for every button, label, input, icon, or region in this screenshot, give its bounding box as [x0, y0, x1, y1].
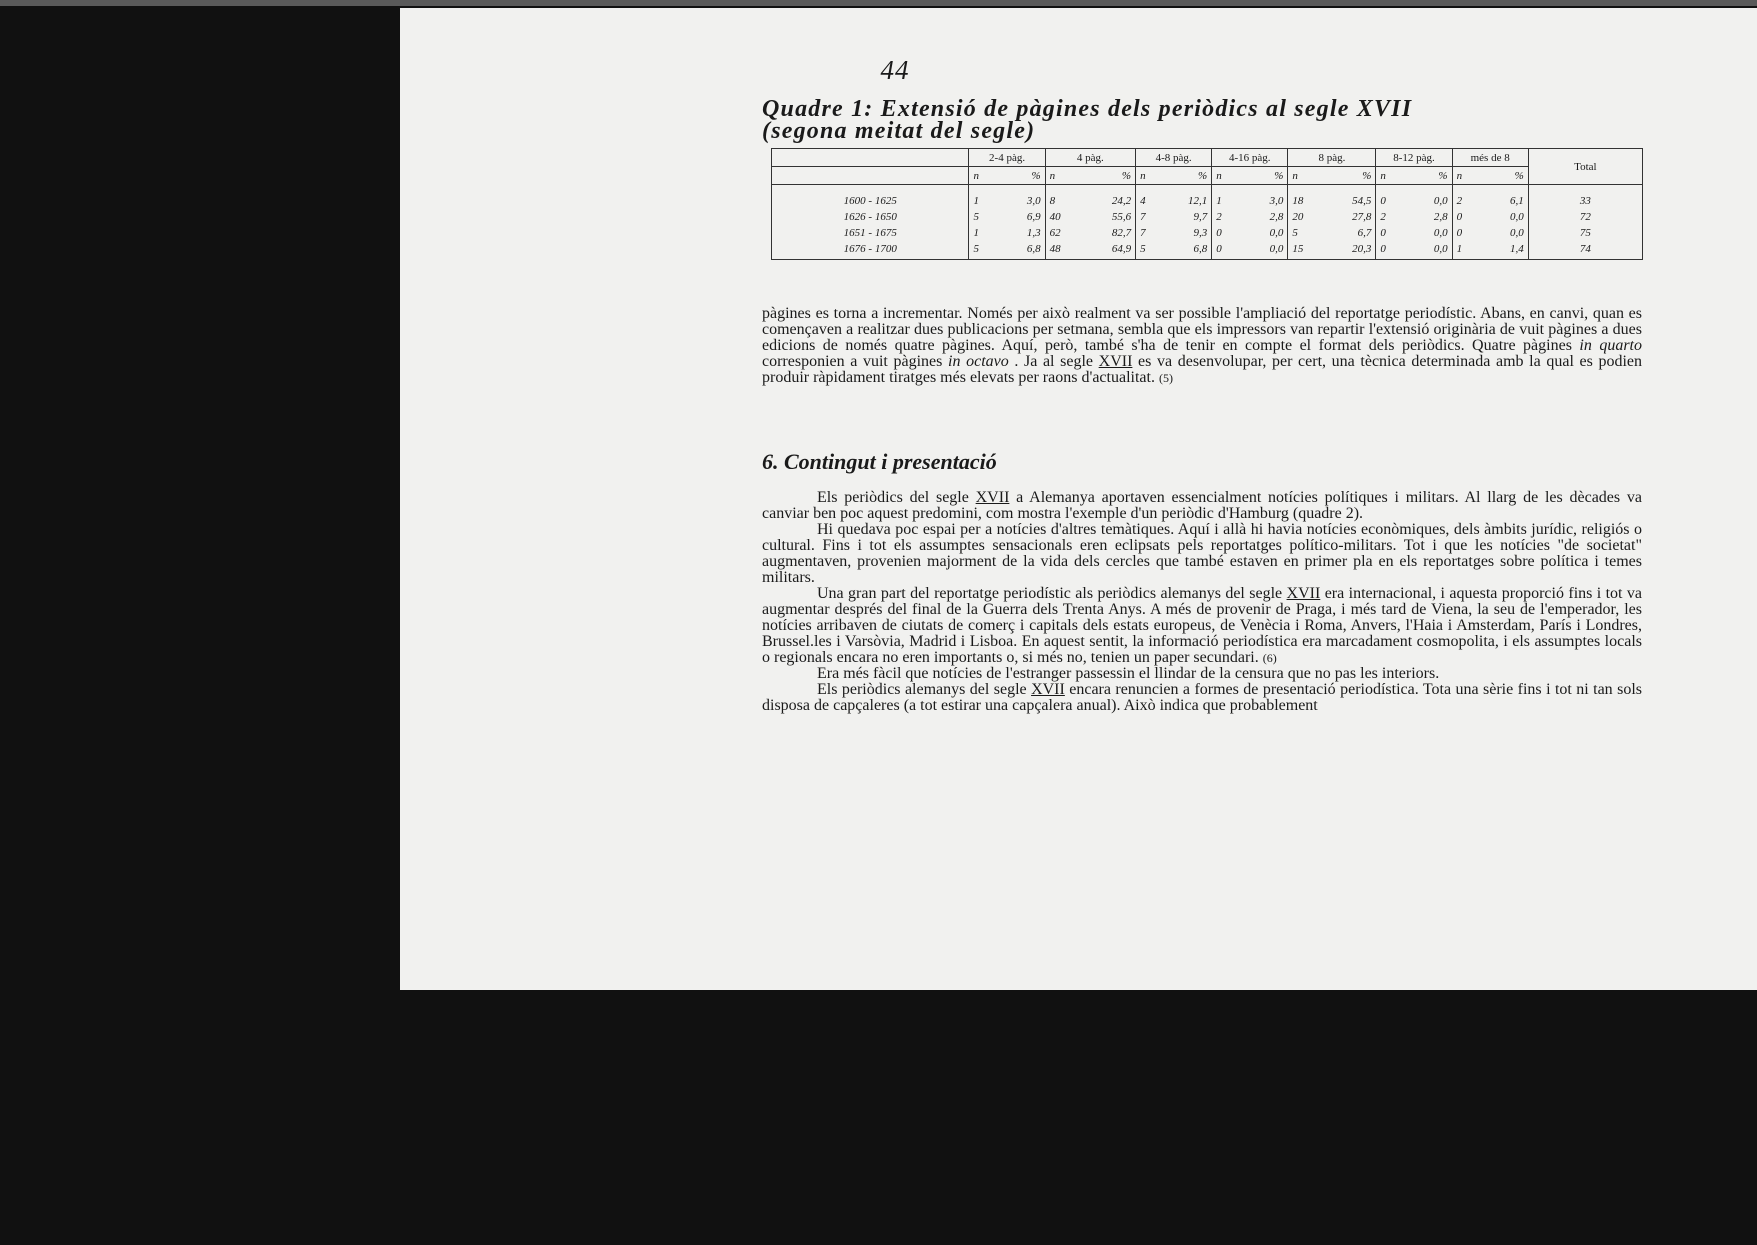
cell-n: 1 [1452, 241, 1478, 260]
cell-percent: 54,5 [1326, 185, 1376, 210]
row-period: 1626 - 1650 [772, 209, 969, 225]
cell-n: 5 [969, 241, 995, 260]
paragraph-text: es va desenvolupar, per cert, una tècnica determinada amb la qual es podien produir ràpidament tiratges més elevats per raons d'actualitat. [762, 353, 1643, 386]
paragraph-text: Els periòdics alemanys del segle [817, 681, 1032, 698]
cell-n: 0 [1212, 241, 1238, 260]
subheader-n: n [1212, 167, 1238, 185]
section-body [762, 490, 1642, 714]
subheader-n: n [1136, 167, 1162, 185]
cell-percent: 0,0 [1402, 225, 1452, 241]
italic-term: in quarto [1579, 337, 1642, 354]
cell-percent: 55,6 [1086, 209, 1136, 225]
cell-percent: 0,0 [1478, 209, 1528, 225]
table-header-group: 2-4 pàg. [969, 149, 1045, 167]
cell-n: 15 [1288, 241, 1326, 260]
table-title: Quadre 1: Extensió de pàgines dels periòdics al segle XVII (segona meitat del segle) [762, 96, 1413, 144]
table-header-group: 8-12 pàg. [1376, 149, 1452, 167]
cell-percent: 6,9 [995, 209, 1045, 225]
footnote-ref: (6) [1262, 651, 1277, 665]
paragraph: Hi quedava poc espai per a notícies d'altres temàtiques. Aquí i allà hi havia notícies econòmiques, dels àmbits jurídic, religiós o cultural. Fins i tot els assumptes sensacionals eren eclipsats pels reportatges político-militars. Tot i que les notícies "de societat" augmentaven, provenien majorment de la vida dels cercles que també estaven en primer pla en els reportatges sobre política i temes militars. [762, 521, 1642, 586]
paragraph-text: pàgines es torna a incrementar. Només per això realment va ser possible l'ampliació del reportatge periodístic. Abans, en canvi, quan es començaven a realitzar dues publicacions per setmana, sembla que els impressors van repartir l'extensió originària de vuit pàgines a dues edicions de només quatre pàgines. Aquí, però, també s'ha de tenir en compte el format dels periòdics. Quatre pàgines [762, 305, 1642, 354]
subheader-percent: % [995, 167, 1045, 185]
cell-percent: 82,7 [1086, 225, 1136, 241]
paragraph [762, 490, 1642, 522]
cell-n: 5 [969, 209, 995, 225]
cell-total: 33 [1528, 185, 1642, 210]
cell-total: 75 [1528, 225, 1642, 241]
subheader-percent: % [1478, 167, 1528, 185]
table-subheader-row [772, 167, 1643, 185]
cell-percent: 64,9 [1086, 241, 1136, 260]
cell-percent: 27,8 [1326, 209, 1376, 225]
cell-percent: 6,8 [995, 241, 1045, 260]
cell-percent: 1,3 [995, 225, 1045, 241]
paragraph-page-extent [762, 306, 1642, 386]
cell-total: 74 [1528, 241, 1642, 260]
cell-n: 40 [1045, 209, 1085, 225]
cell-n: 62 [1045, 225, 1085, 241]
table-header-group: 4-8 pàg. [1136, 149, 1212, 167]
cell-n: 1 [1212, 185, 1238, 210]
cell-percent: 20,3 [1326, 241, 1376, 260]
subheader-percent: % [1326, 167, 1376, 185]
cell-percent: 6,8 [1162, 241, 1212, 260]
cell-percent: 0,0 [1238, 225, 1288, 241]
cell-total: 72 [1528, 209, 1642, 225]
subheader-n: n [969, 167, 995, 185]
section-heading: 6. Contingut i presentació [762, 449, 997, 474]
table-header-row [772, 149, 1643, 167]
book-page [400, 8, 1757, 990]
cell-n: 4 [1136, 185, 1162, 210]
cell-percent: 6,7 [1326, 225, 1376, 241]
cell-percent: 0,0 [1478, 225, 1528, 241]
subheader-percent: % [1238, 167, 1288, 185]
cell-n: 8 [1045, 185, 1085, 210]
cell-n: 48 [1045, 241, 1085, 260]
cell-n: 1 [969, 225, 995, 241]
table-header-group: 4 pàg. [1045, 149, 1135, 167]
scan-top-edge [0, 0, 1757, 6]
row-period: 1676 - 1700 [772, 241, 969, 260]
paragraph-text: a Alemanya aportaven essencialment notícies polítiques i militars. Al llarg de les dècades va canviar ben poc aquest predomini, com mostra l'exemple d'un periòdic d'Hamburg (quadre 2). [762, 489, 1643, 522]
cell-percent: 0,0 [1402, 241, 1452, 260]
cell-n: 2 [1376, 209, 1402, 225]
cell-n: 18 [1288, 185, 1326, 210]
paragraph-text: corresponien a vuit pàgines [762, 353, 949, 370]
cell-percent: 2,8 [1402, 209, 1452, 225]
subheader-n: n [1452, 167, 1478, 185]
table-row [772, 185, 1643, 210]
paragraph-text: . Ja al segle [1008, 353, 1099, 370]
cell-n: 0 [1376, 241, 1402, 260]
cell-n: 20 [1288, 209, 1326, 225]
cell-n: 0 [1376, 225, 1402, 241]
century-numeral: XVII [1098, 353, 1133, 370]
subheader-n: n [1045, 167, 1085, 185]
cell-percent: 3,0 [995, 185, 1045, 210]
cell-percent: 1,4 [1478, 241, 1528, 260]
subheader-percent: % [1402, 167, 1452, 185]
cell-n: 5 [1288, 225, 1326, 241]
page-number: 44 [880, 55, 910, 85]
subheader-percent: % [1086, 167, 1136, 185]
subheader-percent: % [1162, 167, 1212, 185]
cell-percent: 6,1 [1478, 185, 1528, 210]
cell-n: 1 [969, 185, 995, 210]
cell-n: 0 [1452, 225, 1478, 241]
table-row [772, 241, 1643, 260]
subheader-n: n [1376, 167, 1402, 185]
cell-n: 2 [1452, 185, 1478, 210]
italic-term: in octavo [948, 353, 1009, 370]
cell-percent: 0,0 [1402, 185, 1452, 210]
table-header-empty [772, 149, 969, 167]
subheader-n: n [1288, 167, 1326, 185]
paragraph-text: encara renuncien a formes de presentació periodística. Tota una sèrie fins i tot ni tan sols disposa de capçaleres (a tot estirar una capçalera anual). Això indica que probablement [762, 681, 1642, 714]
table-header-total: Total [1528, 149, 1642, 185]
cell-percent: 9,3 [1162, 225, 1212, 241]
table-row [772, 225, 1643, 241]
footnote-ref: (5) [1158, 371, 1173, 385]
cell-n: 7 [1136, 209, 1162, 225]
cell-percent: 24,2 [1086, 185, 1136, 210]
cell-n: 0 [1452, 209, 1478, 225]
century-numeral: XVII [1286, 585, 1321, 602]
century-numeral: XVII [1031, 681, 1065, 698]
cell-percent: 12,1 [1162, 185, 1212, 210]
cell-percent: 3,0 [1238, 185, 1288, 210]
table-subheader-empty [772, 167, 969, 185]
cell-n: 7 [1136, 225, 1162, 241]
cell-n: 5 [1136, 241, 1162, 260]
cell-n: 0 [1212, 225, 1238, 241]
table-header-group: 4-16 pàg. [1212, 149, 1288, 167]
table-row [772, 209, 1643, 225]
paragraph [762, 682, 1642, 714]
table-header-group: 8 pàg. [1288, 149, 1376, 167]
century-numeral: XVII [975, 489, 1010, 506]
cell-percent: 0,0 [1238, 241, 1288, 260]
cell-percent: 2,8 [1238, 209, 1288, 225]
cell-n: 0 [1376, 185, 1402, 210]
paragraph-text: era internacional, i aquesta proporció fins i tot va augmentar després del final de la Guerra dels Trenta Anys. A més de provenir de Praga, i més tard de Viena, la seu de l'emperador, les notícies arribaven de ciutats de comerç i capitals dels estats europeus, de Venècia i Roma, Anvers, l'Haia i Amsterdam, París i Londres, Brussel.les i Varsòvia, Madrid i Lisboa. En aquest sentit, la informació periodística era marcadament cosmopolita, i els assumptes locals o regionals encara no eren importants o, si més no, tenien un paper secundari. [762, 585, 1643, 666]
cell-percent: 9,7 [1162, 209, 1212, 225]
row-period: 1600 - 1625 [772, 185, 969, 210]
table-header-group: més de 8 [1452, 149, 1528, 167]
paragraph [762, 586, 1642, 666]
row-period: 1651 - 1675 [772, 225, 969, 241]
page-extent-table [771, 148, 1643, 260]
paragraph-text: Els periòdics del segle [817, 489, 976, 506]
cell-n: 2 [1212, 209, 1238, 225]
paragraph: Era més fàcil que notícies de l'estranger passessin el llindar de la censura que no pas les interiors. [817, 665, 1440, 682]
paragraph-text: Una gran part del reportatge periodístic als periòdics alemanys del segle [817, 585, 1287, 602]
